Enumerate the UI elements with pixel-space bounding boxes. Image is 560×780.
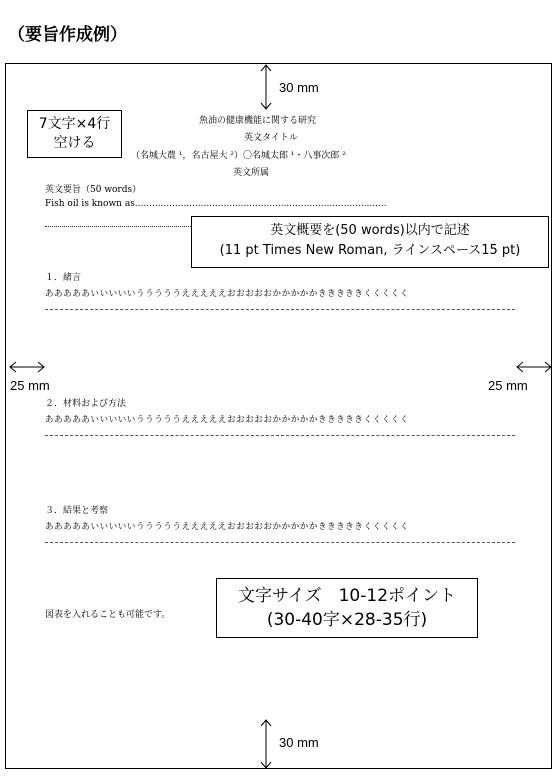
- title-en: 英文タイトル: [244, 133, 298, 143]
- figure-note: 図表を入れることも可能です。: [45, 610, 171, 620]
- bottom-margin-label: 30 mm: [279, 735, 319, 750]
- font-size-note-line-2: (30-40字×28-35行): [266, 610, 428, 630]
- section-1-text: あああああいいいいいうううううえええええおおおおおかかかかかきききききくくくくく: [45, 289, 410, 299]
- affiliation-en: 英文所属: [233, 168, 270, 178]
- font-size-note: [216, 578, 478, 638]
- right-margin-label: 25 mm: [488, 378, 528, 393]
- bottom-margin-arrow: [258, 718, 274, 770]
- left-margin-arrow: [8, 360, 46, 374]
- section-2-heading: ２．材料および方法: [45, 399, 127, 409]
- section-3-dashes: [45, 542, 515, 543]
- section-3-heading: ３．結果と考察: [45, 506, 109, 516]
- section-3-text: あああああいいいいいうううううえええええおおおおおかかかかかきききききくくくくく: [45, 522, 410, 532]
- section-1-heading: １．緒言: [45, 273, 82, 283]
- section-1-dashes: [45, 309, 515, 310]
- blank-lines-note-line-2: 空ける: [53, 135, 96, 151]
- blank-lines-note-line-1: 7文字×4行: [38, 116, 111, 132]
- section-2-dashes: [45, 435, 515, 436]
- title-ja: 魚油の健康機能に関する研究: [199, 116, 317, 126]
- font-size-note-line-1: 文字サイズ 10-12ポイント: [237, 586, 457, 606]
- page-heading: （要旨作成例）: [8, 25, 127, 45]
- abstract-label: 英文要旨（50 words）: [45, 185, 142, 195]
- section-2-text: あああああいいいいいうううううえええええおおおおおかかかかかきききききくくくくく: [45, 415, 410, 425]
- top-margin-arrow: [258, 63, 274, 111]
- abstract-dotted-line: [45, 226, 195, 227]
- abstract-rule-line-1: 英文概要を(50 words)以内で記述: [270, 223, 470, 238]
- abstract-rule-note: [191, 216, 549, 268]
- right-margin-arrow: [515, 360, 553, 374]
- abstract-rule-line-2: (11 pt Times New Roman, ラインスペース15 pt): [219, 243, 521, 258]
- abstract-first-line: Fish oil is known as........................................................................................: [45, 199, 387, 209]
- left-margin-label: 25 mm: [10, 378, 50, 393]
- blank-lines-note: [27, 110, 122, 158]
- top-margin-label: 30 mm: [279, 80, 319, 95]
- authors: （名城大農 ¹，名古屋大 ²）〇名城太郎 ¹・八事次郎 ²: [131, 151, 346, 161]
